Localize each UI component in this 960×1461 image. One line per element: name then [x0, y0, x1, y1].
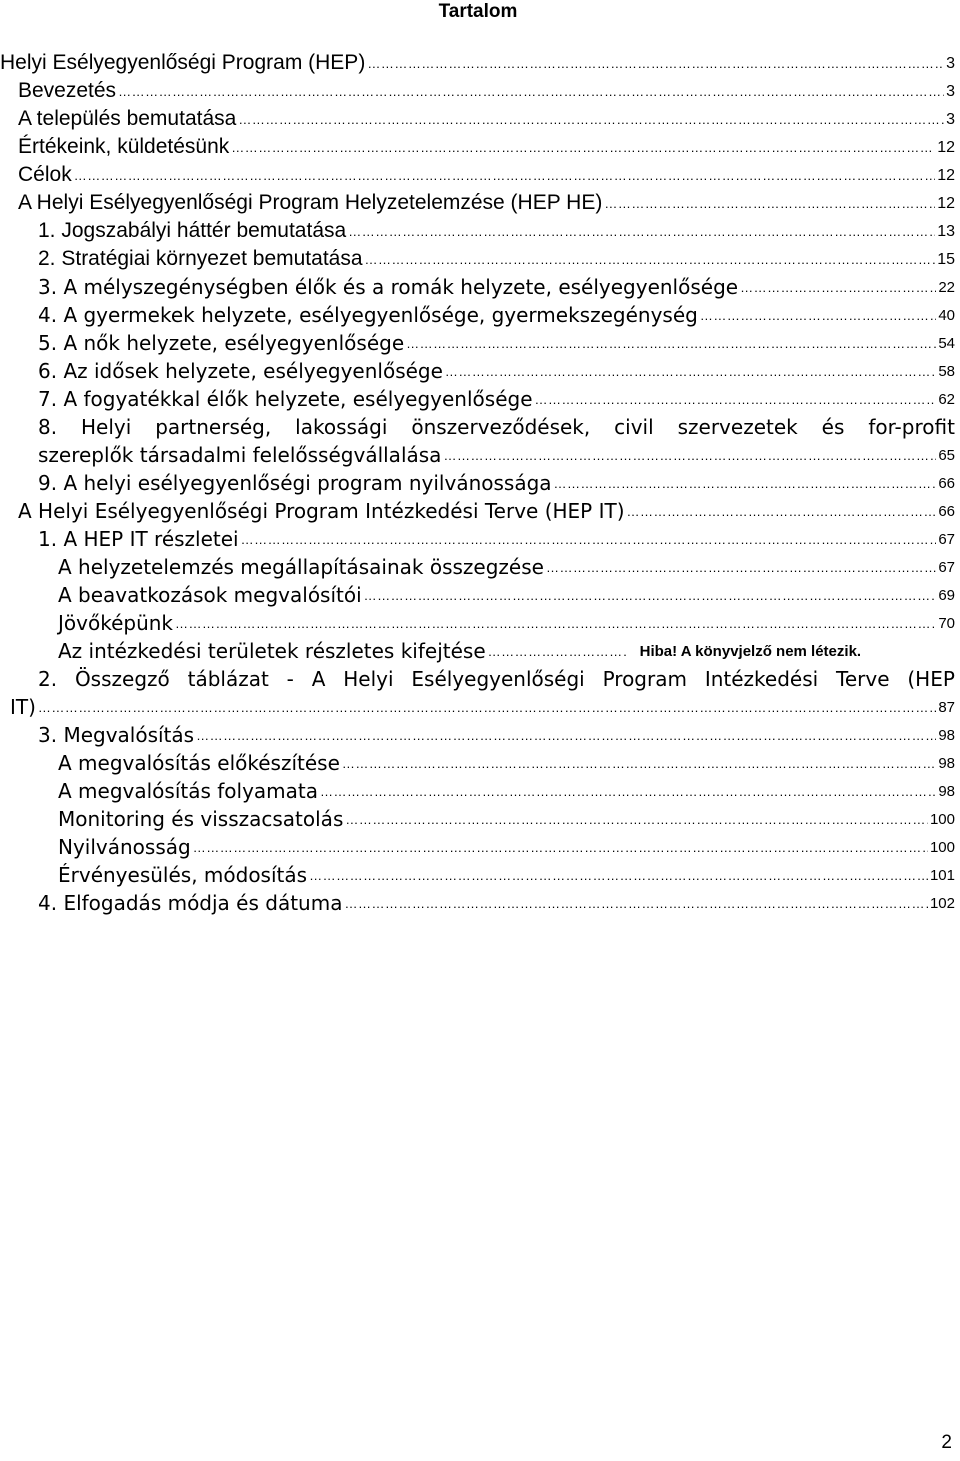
toc-entry-label: A Helyi Esélyegyenlőségi Program Helyzetelemzése (HEP HE) — [18, 191, 603, 214]
dot-leader — [535, 392, 937, 411]
toc-entry[interactable] — [38, 355, 955, 383]
toc-entry-label: Célok — [18, 163, 72, 186]
dot-leader — [365, 252, 936, 271]
toc-entry-page: 100 — [929, 811, 955, 828]
toc-entry-page: 66 — [938, 475, 955, 492]
toc-entry-page: 3 — [946, 55, 955, 72]
toc-entry-word: 8. — [38, 415, 58, 439]
toc-entry-word: Összegző — [74, 667, 170, 691]
toc-entry-label: 9. A helyi esélyegyenlőségi program nyilvánossága — [38, 471, 552, 495]
dot-leader — [443, 448, 936, 467]
toc-entry-label: 3. A mélyszegénységben élők és a romák helyzete, esélyegyenlősége — [38, 275, 739, 299]
toc-entry[interactable] — [18, 75, 955, 103]
dot-leader — [348, 224, 935, 243]
toc-entry-word: táblázat — [187, 667, 269, 691]
toc-entry-page: 22 — [938, 279, 955, 296]
toc-entry-label: Nyilvánosság — [58, 835, 191, 859]
dot-leader — [700, 308, 936, 327]
dot-leader — [342, 756, 936, 775]
toc-entry-label: Érvényesülés, módosítás — [58, 863, 308, 887]
page-number: 2 — [941, 1432, 952, 1453]
toc-entry-label: Bevezetés — [18, 79, 117, 102]
dot-leader — [238, 112, 944, 131]
toc-entry-page: 62 — [938, 391, 955, 408]
toc-entry-page: 12 — [937, 167, 955, 184]
toc-entry[interactable] — [38, 243, 955, 271]
toc-entry-page: 40 — [938, 307, 955, 324]
toc-entry[interactable] — [38, 523, 955, 551]
dot-leader — [38, 700, 936, 719]
toc-entry-page: 66 — [938, 503, 955, 520]
toc-entry[interactable] — [38, 383, 955, 411]
toc-entry[interactable] — [38, 299, 955, 327]
dot-leader — [445, 364, 936, 383]
toc-entry-page: 65 — [938, 447, 955, 464]
toc-entry-label: 7. A fogyatékkal élők helyzete, esélyegyenlősége — [38, 387, 533, 411]
toc-entry[interactable] — [38, 327, 955, 355]
toc-entry[interactable] — [0, 47, 955, 75]
dot-leader — [344, 896, 928, 915]
toc-entry-page: 3 — [946, 111, 955, 128]
dot-leader — [364, 588, 937, 607]
toc-entry[interactable] — [58, 775, 955, 803]
toc-entry-label: 4. A gyermekek helyzete, esélyegyenlősége, gyermekszegénység — [38, 303, 698, 327]
dot-leader — [740, 280, 936, 299]
toc-entry-label: 2. Stratégiai környezet bemutatása — [38, 247, 363, 270]
toc-entry-page: 67 — [938, 559, 955, 576]
toc-entry-page: 12 — [937, 195, 955, 212]
toc-entry[interactable] — [18, 159, 955, 187]
toc-entry-label: 1. A HEP IT részletei — [38, 527, 239, 551]
toc-entry[interactable] — [58, 831, 955, 859]
toc-entry[interactable] — [58, 551, 955, 579]
toc-entry-page: 13 — [937, 223, 955, 240]
toc-entry-label: Helyi Esélyegyenlőségi Program (HEP) — [0, 51, 366, 74]
dot-leader — [546, 560, 936, 579]
toc-entry-page: 69 — [938, 587, 955, 604]
toc-entry-word: Program — [602, 667, 687, 691]
dot-leader — [196, 728, 936, 747]
toc-entry[interactable] — [38, 719, 955, 747]
toc-entry-wrapped-line[interactable] — [38, 667, 955, 691]
toc-entry-page: 101 — [929, 867, 955, 884]
toc-entry[interactable] — [38, 887, 955, 915]
dot-leader — [627, 504, 937, 523]
toc-entry[interactable] — [18, 495, 955, 523]
toc-entry-page: 98 — [938, 755, 955, 772]
toc-entry-word: Intézkedési — [704, 667, 819, 691]
toc-entry-label: A megvalósítás folyamata — [58, 779, 319, 803]
toc-entry-word: (HEP — [907, 667, 955, 691]
toc-entry-page: 58 — [938, 363, 955, 380]
toc-entry-label: A helyzetelemzés megállapításainak összegzése — [58, 555, 544, 579]
toc-entry[interactable] — [58, 803, 955, 831]
toc-entry[interactable] — [18, 131, 955, 159]
toc-entry-page: 98 — [938, 727, 955, 744]
toc-entry-word: civil — [614, 415, 654, 439]
dot-leader — [488, 644, 628, 663]
toc-entry[interactable] — [58, 607, 955, 635]
toc-entry[interactable] — [10, 691, 955, 719]
toc-entry[interactable] — [58, 635, 955, 663]
toc-entry-page: 102 — [929, 895, 955, 912]
toc-entry-label: 5. A nők helyzete, esélyegyenlősége — [38, 331, 405, 355]
toc-entry-word: for-profit — [868, 415, 955, 439]
toc-entry-label: A település bemutatása — [18, 107, 237, 130]
toc-entry-page: 70 — [938, 615, 955, 632]
dot-leader — [320, 784, 936, 803]
dot-leader — [241, 532, 937, 551]
toc-title: Tartalom — [438, 1, 518, 22]
dot-leader — [193, 840, 928, 859]
toc-entry-page: 3 — [946, 83, 955, 100]
toc-entry-label: Értékeink, küldetésünk — [18, 135, 230, 158]
toc-entry-word: A — [311, 667, 326, 691]
dot-leader — [367, 56, 944, 75]
toc-entry-word: Esélyegyenlőségi — [411, 667, 585, 691]
toc-entry[interactable] — [58, 747, 955, 775]
toc-entry[interactable] — [38, 467, 955, 495]
toc-entry-wrapped-line[interactable] — [38, 415, 955, 439]
toc-entry-label: Jövőképünk — [58, 611, 174, 635]
toc-entry-label: IT) — [10, 695, 36, 719]
toc-entry-page: 100 — [929, 839, 955, 856]
dot-leader — [175, 616, 936, 635]
toc-entry-page: 98 — [938, 783, 955, 800]
toc-entry-word: Helyi — [81, 415, 132, 439]
toc-entry-label: 3. Megvalósítás — [38, 723, 195, 747]
toc-entry-label: A Helyi Esélyegyenlőségi Program Intézkedési Terve (HEP IT) — [18, 499, 625, 523]
dot-leader — [345, 812, 928, 831]
toc-entry-word: 2. — [38, 667, 58, 691]
dot-leader — [406, 336, 936, 355]
toc-entry-word: szervezetek — [677, 415, 798, 439]
toc-entry-word: partnerség, — [155, 415, 272, 439]
toc-entry-label: szereplők társadalmi felelősségvállalása — [38, 443, 442, 467]
toc-entry-error: Hiba! A könyvjelző nem létezik. — [639, 643, 862, 660]
dot-leader — [231, 140, 935, 159]
dot-leader — [118, 84, 944, 103]
toc-entry-label: A beavatkozások megvalósítói — [58, 583, 362, 607]
toc-entry-word: Helyi — [343, 667, 394, 691]
toc-entry[interactable] — [38, 215, 955, 243]
toc-entry-page: 67 — [938, 531, 955, 548]
toc-entry-label: Monitoring és visszacsatolás — [58, 807, 344, 831]
toc-entry-page: 12 — [937, 139, 955, 156]
toc-entry-page: 54 — [938, 335, 955, 352]
toc-entry-word: Terve — [836, 667, 890, 691]
toc-entry-label: 4. Elfogadás módja és dátuma — [38, 891, 343, 915]
toc-entry[interactable] — [58, 859, 955, 887]
toc-entry[interactable] — [58, 579, 955, 607]
toc-entry[interactable] — [38, 271, 955, 299]
toc-entry-label: A megvalósítás előkészítése — [58, 751, 340, 775]
toc-entry-word: önszerveződések, — [411, 415, 591, 439]
toc-entry[interactable] — [18, 103, 955, 131]
toc-entry-label: Az intézkedési területek részletes kifejtése — [58, 639, 486, 663]
toc-entry[interactable] — [38, 439, 955, 467]
toc-entry-label: 1. Jogszabályi háttér bemutatása — [38, 219, 347, 242]
toc-entry-word: - — [286, 667, 294, 691]
toc-entry-label: 6. Az idősek helyzete, esélyegyenlősége — [38, 359, 443, 383]
toc-entry[interactable] — [18, 187, 955, 215]
toc-entry-word: lakossági — [295, 415, 388, 439]
dot-leader — [604, 196, 935, 215]
dot-leader — [74, 168, 936, 187]
toc-entry-word: és — [821, 415, 845, 439]
dot-leader — [309, 868, 928, 887]
toc-entry-page: 87 — [938, 699, 955, 716]
toc-entry-page: 15 — [937, 251, 955, 268]
dot-leader — [554, 476, 937, 495]
